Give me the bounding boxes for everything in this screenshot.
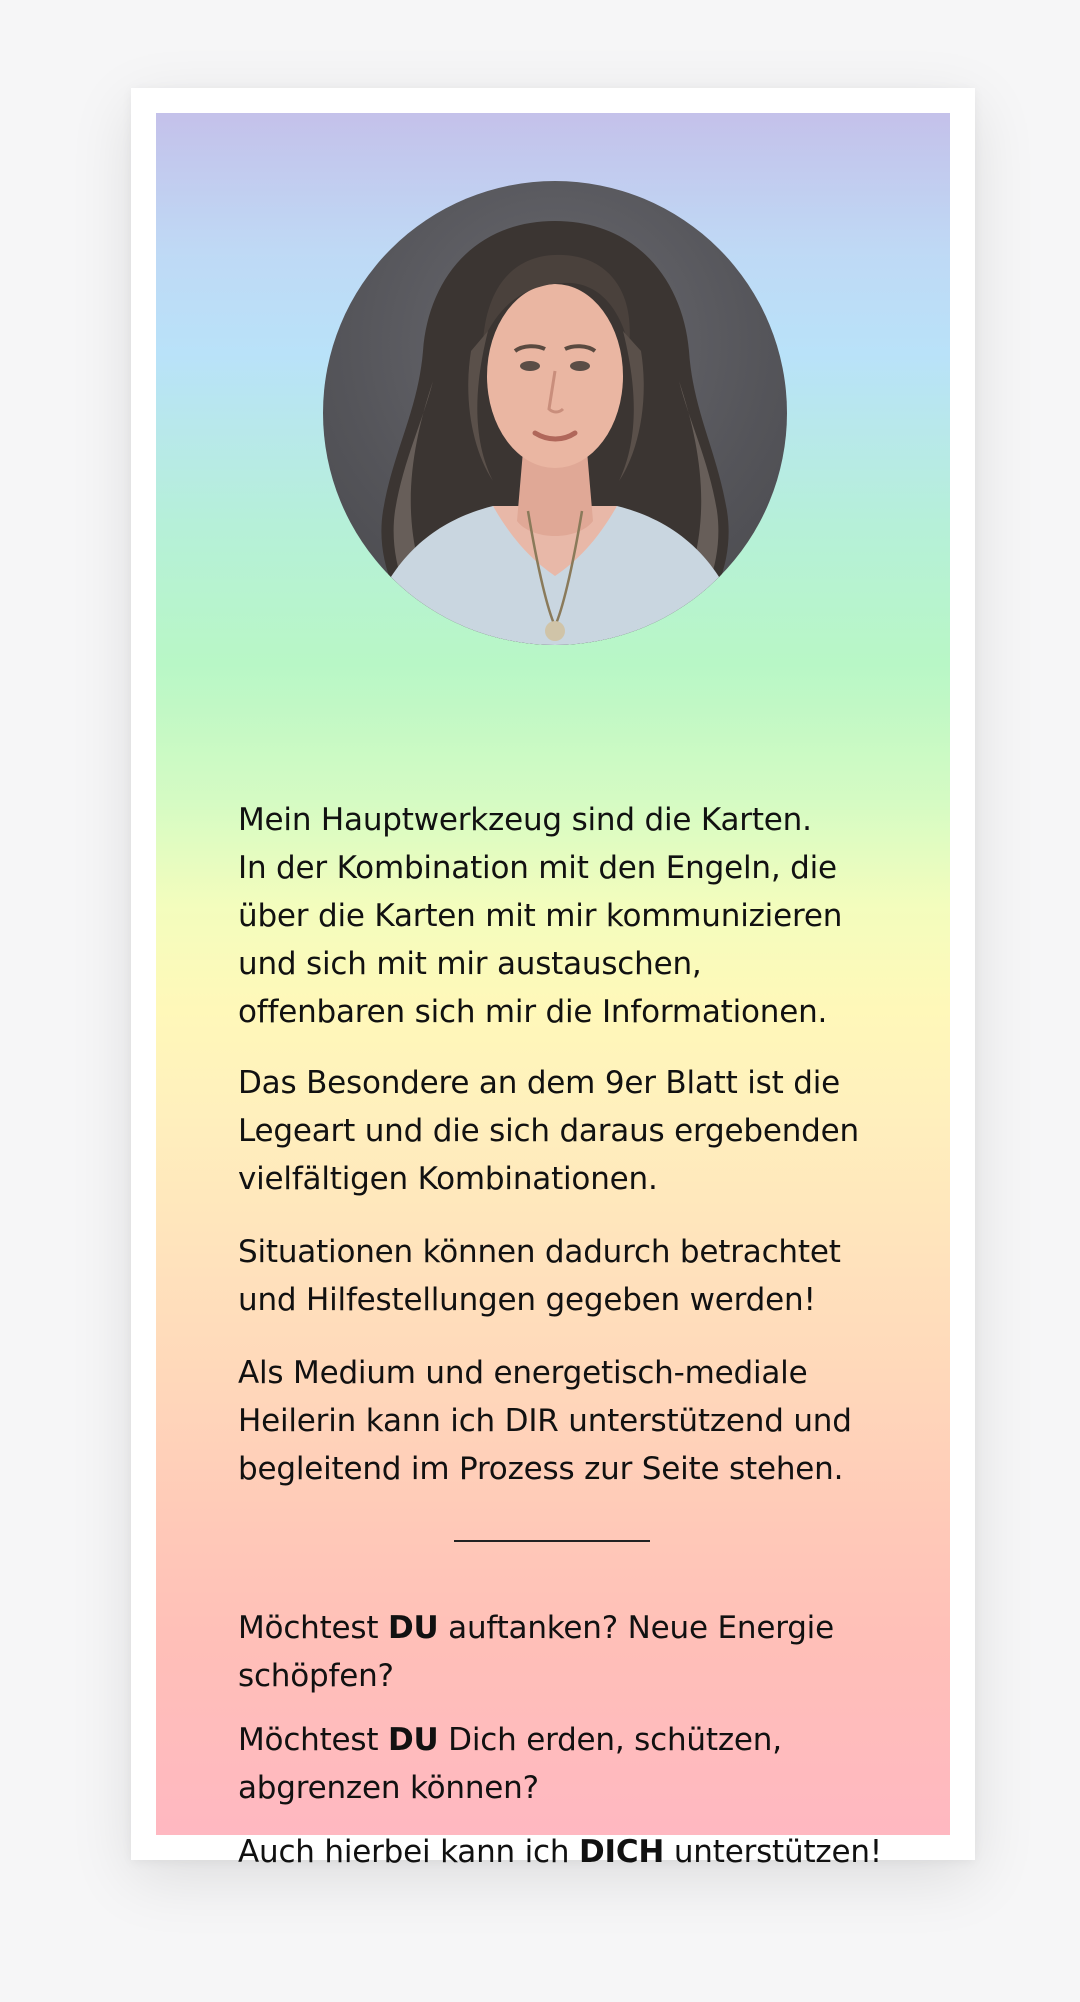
question-grounding-before: Möchtest xyxy=(238,1722,388,1758)
closing-after: unterstützen! xyxy=(664,1834,883,1870)
intro-line-1: Mein Hauptwerkzeug sind die Karten. xyxy=(238,802,812,838)
person-portrait-icon xyxy=(323,181,787,645)
question-recharge-after: auftanken? Neue Energie schöpfen? xyxy=(238,1610,834,1694)
medium-paragraph xyxy=(238,1349,878,1493)
portrait-photo xyxy=(323,181,787,645)
question-grounding xyxy=(238,1716,878,1812)
card-layout-paragraph xyxy=(238,1059,878,1203)
question-recharge-emphasis: DU xyxy=(388,1610,439,1646)
closing-statement xyxy=(238,1828,883,1876)
content-card xyxy=(131,88,975,1870)
closing-before: Auch hierbei kann ich xyxy=(238,1834,580,1870)
closing-emphasis: DICH xyxy=(579,1834,665,1870)
situations-paragraph xyxy=(238,1228,878,1324)
gradient-panel xyxy=(156,113,950,1870)
question-recharge xyxy=(238,1604,878,1700)
situations-text: Situationen können dadurch betrachtet und Hilfestellungen gegeben werden! xyxy=(238,1234,841,1318)
section-divider xyxy=(454,1540,650,1542)
intro-line-2: In der Kombination mit den Engeln, die über die Karten mit mir kommunizieren und sich mit mir austauschen, offenbaren sich mir die Informationen. xyxy=(238,850,843,1030)
question-grounding-after: Dich erden, schützen, abgrenzen können? xyxy=(238,1722,782,1806)
question-grounding-emphasis: DU xyxy=(388,1722,439,1758)
question-recharge-before: Möchtest xyxy=(238,1610,388,1646)
intro-paragraph xyxy=(238,796,878,1036)
card-layout-text: Das Besondere an dem 9er Blatt ist die Legeart und die sich daraus ergebenden vielfältigen Kombinationen. xyxy=(238,1065,859,1197)
medium-text: Als Medium und energetisch-mediale Heilerin kann ich DIR unterstützend und begleitend im Prozess zur Seite stehen. xyxy=(238,1355,852,1487)
